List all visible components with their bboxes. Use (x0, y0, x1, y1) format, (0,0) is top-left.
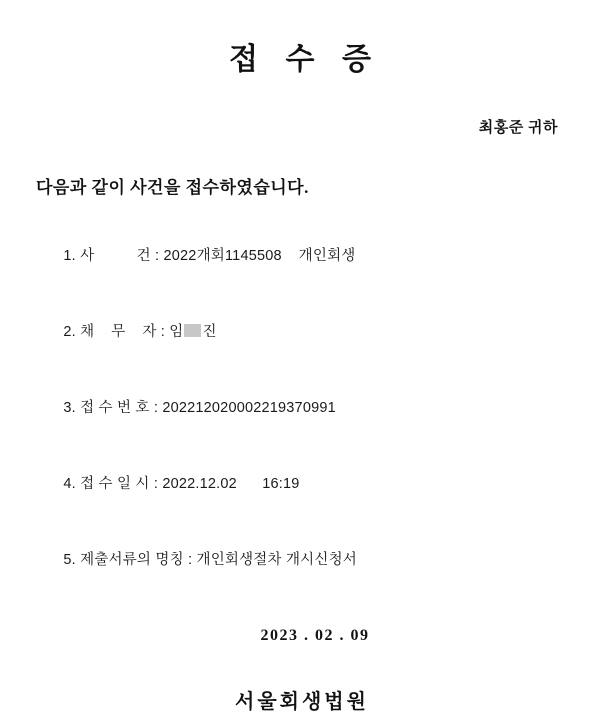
list-item (38, 456, 564, 509)
item-number: 5. (63, 552, 76, 568)
redaction-block (184, 324, 201, 337)
item-number: 2. (63, 324, 76, 340)
item-value: 202212020002219370991 (162, 400, 336, 416)
issue-date: 2023 . 02 . 09 (260, 627, 370, 644)
court-name: 서울회생법원 (235, 691, 369, 713)
item-label: 접 수 일 시 : (80, 476, 159, 492)
addressee: 최홍준 귀하 (478, 120, 558, 136)
page-title: 접 수 증 (229, 43, 381, 76)
list-item (38, 228, 564, 281)
lead-sentence: 다음과 같이 사건을 접수하였습니다. (36, 178, 309, 197)
list-item (38, 304, 564, 357)
item-value: 2022개회1145508 개인회생 (163, 248, 356, 264)
item-number: 1. (63, 248, 76, 264)
item-value-after: 진 (202, 324, 217, 340)
item-value-before: 임 (169, 324, 184, 340)
list-item (38, 380, 564, 433)
item-value: 개인회생절차 개시신청서 (196, 552, 357, 568)
item-number: 4. (63, 476, 76, 492)
item-label: 채 무 자 : (80, 324, 166, 340)
item-label: 사 건 : (80, 248, 160, 264)
item-number: 3. (63, 400, 76, 416)
item-value: 2022.12.02 16:19 (162, 476, 300, 492)
item-label: 제출서류의 명칭 : (80, 552, 193, 568)
item-label: 접 수 번 호 : (80, 400, 159, 416)
list-item (38, 532, 564, 585)
items-list (36, 228, 564, 585)
